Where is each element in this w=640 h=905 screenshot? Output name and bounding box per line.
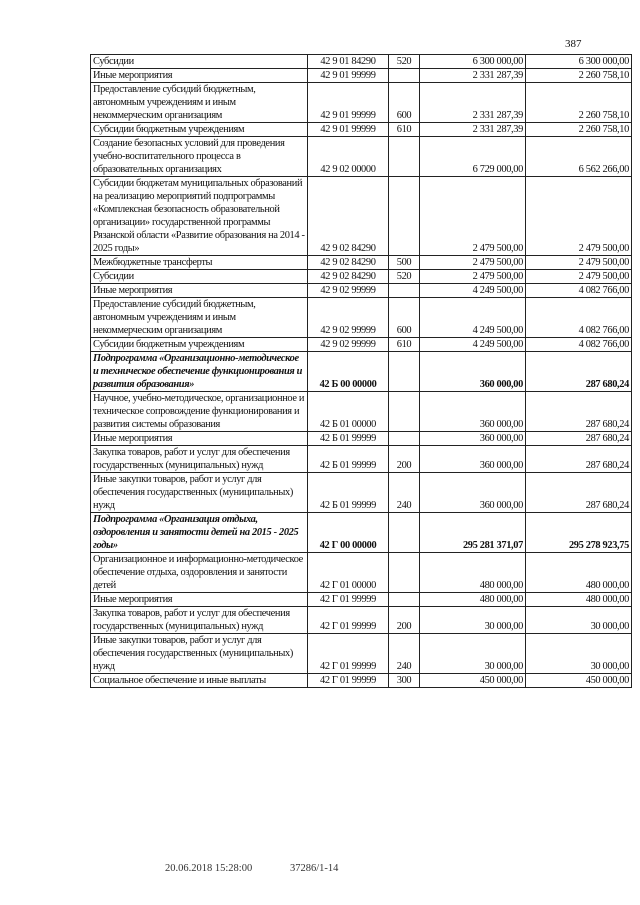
- row-name: Иные закупки товаров, работ и услуг для обеспечения государственных (муниципальных) нужд: [91, 634, 308, 674]
- row-expense-type: [389, 593, 420, 607]
- row-amount-first: 2 479 500,00: [420, 270, 526, 284]
- row-expense-type: 240: [389, 634, 420, 674]
- table-row: [91, 177, 632, 256]
- row-amount-second: 30 000,00: [526, 607, 632, 634]
- table-row: [91, 123, 632, 137]
- row-amount-first: 360 000,00: [420, 392, 526, 432]
- row-amount-second: 6 562 266,00: [526, 137, 632, 177]
- table-row: [91, 473, 632, 513]
- row-expense-type: [389, 284, 420, 298]
- row-amount-first: 6 300 000,00: [420, 55, 526, 69]
- row-name: Субсидии: [91, 55, 308, 69]
- row-amount-first: 295 281 371,07: [420, 513, 526, 553]
- row-code: 42 9 01 84290: [308, 55, 389, 69]
- row-amount-second: 2 479 500,00: [526, 177, 632, 256]
- row-amount-first: 2 479 500,00: [420, 177, 526, 256]
- row-amount-second: 287 680,24: [526, 432, 632, 446]
- row-code: 42 9 02 99999: [308, 298, 389, 338]
- row-amount-first: 360 000,00: [420, 352, 526, 392]
- row-amount-second: 2 260 758,10: [526, 69, 632, 83]
- row-expense-type: [389, 352, 420, 392]
- table-row: [91, 674, 632, 688]
- table-row: [91, 270, 632, 284]
- row-expense-type: [389, 392, 420, 432]
- row-expense-type: 200: [389, 607, 420, 634]
- row-amount-first: 4 249 500,00: [420, 338, 526, 352]
- row-amount-second: 4 082 766,00: [526, 338, 632, 352]
- row-amount-first: 4 249 500,00: [420, 284, 526, 298]
- table-row: [91, 137, 632, 177]
- row-code: 42 Г 01 99999: [308, 674, 389, 688]
- row-amount-first: 480 000,00: [420, 593, 526, 607]
- row-expense-type: 520: [389, 270, 420, 284]
- budget-table-body: [91, 55, 632, 688]
- row-amount-second: 287 680,24: [526, 352, 632, 392]
- table-row: [91, 593, 632, 607]
- row-expense-type: 600: [389, 298, 420, 338]
- row-expense-type: 240: [389, 473, 420, 513]
- row-name: Предоставление субсидий бюджетным, автономным учреждениям и иным некоммерческим организациям: [91, 83, 308, 123]
- row-amount-second: 2 260 758,10: [526, 123, 632, 137]
- row-amount-first: 360 000,00: [420, 473, 526, 513]
- table-row: [91, 298, 632, 338]
- table-row: [91, 338, 632, 352]
- row-amount-second: 2 479 500,00: [526, 270, 632, 284]
- row-expense-type: 610: [389, 338, 420, 352]
- footer-doc-number: 37286/1-14: [290, 863, 339, 874]
- row-name: Субсидии бюджетным учреждениям: [91, 338, 308, 352]
- row-expense-type: 610: [389, 123, 420, 137]
- table-row: [91, 55, 632, 69]
- row-code: 42 9 01 99999: [308, 69, 389, 83]
- page-number: 387: [565, 38, 582, 50]
- row-expense-type: 200: [389, 446, 420, 473]
- row-code: 42 Г 00 00000: [308, 513, 389, 553]
- row-amount-first: 4 249 500,00: [420, 298, 526, 338]
- row-amount-second: 6 300 000,00: [526, 55, 632, 69]
- row-amount-first: 360 000,00: [420, 432, 526, 446]
- row-amount-second: 287 680,24: [526, 473, 632, 513]
- table-row: [91, 392, 632, 432]
- row-name: Межбюджетные трансферты: [91, 256, 308, 270]
- row-code: 42 Б 01 00000: [308, 392, 389, 432]
- row-amount-second: 295 278 923,75: [526, 513, 632, 553]
- table-row: [91, 284, 632, 298]
- row-amount-second: 30 000,00: [526, 634, 632, 674]
- row-amount-second: 480 000,00: [526, 593, 632, 607]
- row-amount-second: 2 479 500,00: [526, 256, 632, 270]
- row-name: Подпрограмма «Организация отдыха, оздоровления и занятости детей на 2015 - 2025 годы»: [91, 513, 308, 553]
- table-row: [91, 256, 632, 270]
- footer-date: 20.06.2018 15:28:00: [165, 863, 253, 874]
- row-amount-second: 287 680,24: [526, 392, 632, 432]
- row-name: Субсидии бюджетным учреждениям: [91, 123, 308, 137]
- row-code: 42 Г 01 99999: [308, 607, 389, 634]
- row-code: 42 Г 01 99999: [308, 593, 389, 607]
- row-amount-first: 30 000,00: [420, 634, 526, 674]
- row-expense-type: [389, 432, 420, 446]
- row-name: Создание безопасных условий для проведения учебно-воспитательного процесса в образовательных организациях: [91, 137, 308, 177]
- row-amount-second: 4 082 766,00: [526, 298, 632, 338]
- row-name: Иные мероприятия: [91, 69, 308, 83]
- row-name: Социальное обеспечение и иные выплаты: [91, 674, 308, 688]
- table-row: [91, 607, 632, 634]
- row-code: 42 9 02 84290: [308, 177, 389, 256]
- row-name: Подпрограмма «Организационно-методическое и техническое обеспечение функционирования и развития образования»: [91, 352, 308, 392]
- row-name: Организационное и информационно-методическое обеспечение отдыха, оздоровления и занятости детей: [91, 553, 308, 593]
- row-amount-first: 2 331 287,39: [420, 83, 526, 123]
- row-amount-second: 480 000,00: [526, 553, 632, 593]
- row-expense-type: 500: [389, 256, 420, 270]
- row-code: 42 Б 00 00000: [308, 352, 389, 392]
- table-row: [91, 69, 632, 83]
- row-code: 42 9 02 84290: [308, 256, 389, 270]
- row-name: Закупка товаров, работ и услуг для обеспечения государственных (муниципальных) нужд: [91, 607, 308, 634]
- row-code: 42 9 02 84290: [308, 270, 389, 284]
- row-name: Субсидии бюджетам муниципальных образований на реализацию мероприятий подпрограммы «Комплексная безопасность образовательной организации» государственной программы Рязанской области «Развитие образования на 2014 - 2025 годы»: [91, 177, 308, 256]
- table-row: [91, 432, 632, 446]
- row-expense-type: 520: [389, 55, 420, 69]
- row-code: 42 9 01 99999: [308, 83, 389, 123]
- row-code: 42 Б 01 99999: [308, 473, 389, 513]
- row-name: Иные мероприятия: [91, 432, 308, 446]
- row-amount-second: 2 260 758,10: [526, 83, 632, 123]
- row-amount-first: 2 479 500,00: [420, 256, 526, 270]
- row-code: 42 9 01 99999: [308, 123, 389, 137]
- row-amount-first: 6 729 000,00: [420, 137, 526, 177]
- row-amount-first: 2 331 287,39: [420, 69, 526, 83]
- row-amount-second: 450 000,00: [526, 674, 632, 688]
- row-name: Субсидии: [91, 270, 308, 284]
- row-expense-type: 300: [389, 674, 420, 688]
- row-expense-type: 600: [389, 83, 420, 123]
- row-name: Закупка товаров, работ и услуг для обеспечения государственных (муниципальных) нужд: [91, 446, 308, 473]
- row-expense-type: [389, 513, 420, 553]
- row-code: 42 Г 01 00000: [308, 553, 389, 593]
- row-code: 42 9 02 99999: [308, 338, 389, 352]
- row-expense-type: [389, 137, 420, 177]
- table-row: [91, 553, 632, 593]
- table-row: [91, 83, 632, 123]
- row-expense-type: [389, 553, 420, 593]
- row-expense-type: [389, 69, 420, 83]
- row-amount-second: 4 082 766,00: [526, 284, 632, 298]
- row-expense-type: [389, 177, 420, 256]
- row-name: Иные мероприятия: [91, 284, 308, 298]
- table-row: [91, 513, 632, 553]
- row-amount-first: 480 000,00: [420, 553, 526, 593]
- row-name: Предоставление субсидий бюджетным, автономным учреждениям и иным некоммерческим организациям: [91, 298, 308, 338]
- row-amount-second: 287 680,24: [526, 446, 632, 473]
- row-code: 42 9 02 99999: [308, 284, 389, 298]
- row-amount-first: 2 331 287,39: [420, 123, 526, 137]
- row-code: 42 Б 01 99999: [308, 432, 389, 446]
- row-code: 42 9 02 00000: [308, 137, 389, 177]
- row-name: Иные мероприятия: [91, 593, 308, 607]
- row-name: Иные закупки товаров, работ и услуг для обеспечения государственных (муниципальных) нужд: [91, 473, 308, 513]
- row-code: 42 Г 01 99999: [308, 634, 389, 674]
- row-name: Научное, учебно-методическое, организационное и техническое сопровождение функционирования и развития системы образования: [91, 392, 308, 432]
- row-amount-first: 450 000,00: [420, 674, 526, 688]
- row-amount-first: 30 000,00: [420, 607, 526, 634]
- table-row: [91, 446, 632, 473]
- table-row: [91, 352, 632, 392]
- row-amount-first: 360 000,00: [420, 446, 526, 473]
- table-row: [91, 634, 632, 674]
- row-code: 42 Б 01 99999: [308, 446, 389, 473]
- budget-table: [90, 54, 632, 688]
